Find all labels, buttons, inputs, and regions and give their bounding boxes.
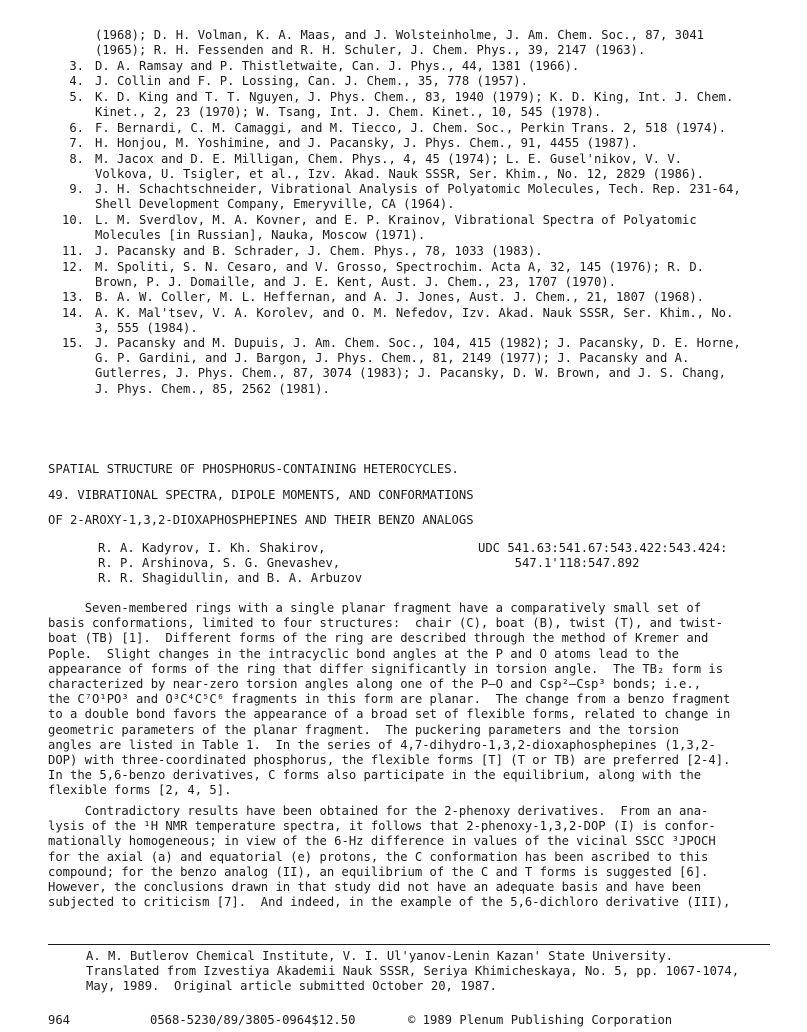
reference-number: 8. [69, 152, 84, 166]
reference-number: 13. [61, 290, 84, 304]
reference-text: J. Pacansky and B. Schrader, J. Chem. Phys., 78, 1033 (1983). [95, 244, 543, 258]
reference-text: A. K. Mal'tsev, V. A. Korolev, and O. M. Nefedov, Izv. Akad. Nauk SSSR, Ser. Khim., No. 3, 555 (1984). [95, 306, 734, 336]
reference-number: 3. [69, 59, 84, 73]
reference-text: F. Bernardi, C. M. Camaggi, and M. Tiecco, J. Chem. Soc., Perkin Trans. 2, 518 (1974). [95, 121, 727, 135]
article-title-line-2: 49. VIBRATIONAL SPECTRA, DIPOLE MOMENTS, AND CONFORMATIONS [48, 488, 474, 502]
reference-number: 15. [61, 336, 84, 350]
footnote-divider [48, 944, 770, 945]
reference-number: 6. [69, 121, 84, 135]
udc-classification: UDC 541.63:541.67:543.422:543.424: 547.1'118:547.892 [478, 541, 728, 571]
reference-text: J. Pacansky and M. Dupuis, J. Am. Chem. Soc., 104, 415 (1982); J. Pacansky, D. E. Horne, G. P. Gardini, and J. Bargon, J. Phys. Chem., 81, 2149 (1977); J. Pacansky and A. Gutlerres, J. Phys. Chem., 87, 3074 (1983); J. Pacansky, D. W. Brown, and J. S. Chang, J. Phys. Chem., 85, 2562 (1981). [95, 336, 741, 396]
reference-text: M. Spoliti, S. N. Cesaro, and V. Grosso, Spectrochim. Acta A, 32, 145 (1976); R. D. Brown, P. J. Domaille, and J. E. Kent, Aust. J. Chem., 23, 1707 (1970). [95, 260, 705, 290]
reference-text: J. Collin and F. P. Lossing, Can. J. Chem., 35, 778 (1957). [95, 74, 528, 88]
publication-code: 0568-5230/89/3805-0964$12.50 [150, 1013, 356, 1027]
reference-number: 7. [69, 136, 84, 150]
body-paragraph-2: Contradictory results have been obtained for the 2-phenoxy derivatives. From an ana- lysis of the ¹H NMR temperature spectra, it follows that 2-phenoxy-1,3,2-DOP (I) is confor- mationally homogeneous; in view of the 6-Hz difference in values of the vicinal SSCC ³JPOCH for the axial (a) and equatorial (e) protons, the C conformation has been ascribed to this compound; for the benzo analog (II), an equilibrium of the C and T forms is suggested [6]. However, the conclusions drawn in that study did not have an adequate basis and have been subjected to criticism [7]. And indeed, in the example of the 5,6-dichloro derivative (III), [48, 804, 731, 910]
article-title-line-1: SPATIAL STRUCTURE OF PHOSPHORUS-CONTAINING HETEROCYCLES. [48, 462, 459, 476]
footnote: A. M. Butlerov Chemical Institute, V. I. Ul'yanov-Lenin Kazan' State University. Translated from Izvestiya Akademii Nauk SSSR, Seriya Khimicheskaya, No. 5, pp. 1067-1074, May, 1989. Original article submitted October 20, 1987. [86, 949, 740, 994]
reference-text: (1968); D. H. Volman, K. A. Maas, and J. Wolsteinholme, J. Am. Chem. Soc., 87, 3041 (1965); R. H. Fessenden and R. H. Schuler, J. Chem. Phys., 39, 2147 (1963). [95, 28, 705, 58]
page-number: 964 [48, 1013, 71, 1027]
reference-number: 5. [69, 90, 84, 104]
reference-number: 10. [61, 213, 84, 227]
reference-number: 11. [61, 244, 84, 258]
body-paragraph-1: Seven-membered rings with a single planar fragment have a comparatively small set of basis conformations, limited to four structures: chair (C), boat (B), twist (T), and twist- boat (TB) [1]. Different forms of the ring are described through the method of Kremer and Pople. Slight changes in the intracyclic bond angles at the P and O atoms lead to the appearance of forms of the ring that differ significantly in torsion angle. The TB₂ form is characterized by near-zero torsion angles along one of the P–O and Csp²–Csp³ bonds; i.e., the C⁷O¹PO³ and O³C⁴C⁵C⁶ fragments in this form are planar. The change from a benzo fragment to a double bond favors the appearance of a broad set of flexible forms, related to change in geometric parameters of the planar fragment. The puckering parameters and the torsion angles are listed in Table 1. In the series of 4,7-dihydro-1,3,2-dioxaphosphepines (1,3,2- DOP) with three-coordinated phosphorus, the flexible forms [T] (T or TB) are preferred [2-4]. In the 5,6-benzo derivatives, C forms also participate in the equilibrium, along with the flexible forms [2, 4, 5]. [48, 601, 731, 798]
reference-text: M. Jacox and D. E. Milligan, Chem. Phys., 4, 45 (1974); L. E. Gusel'nikov, V. V. Volkova, U. Tsigler, et al., Izv. Akad. Nauk SSSR, Ser. Khim., No. 12, 2829 (1986). [95, 152, 705, 182]
reference-number: 14. [61, 306, 84, 320]
reference-text: D. A. Ramsay and P. Thistletwaite, Can. J. Phys., 44, 1381 (1966). [95, 59, 580, 73]
reference-text: L. M. Sverdlov, M. A. Kovner, and E. P. Krainov, Vibrational Spectra of Polyatomic Molecules [in Russian], Nauka, Moscow (1971). [95, 213, 697, 243]
copyright-notice: © 1989 Plenum Publishing Corporation [408, 1013, 673, 1027]
reference-number: 9. [69, 182, 84, 196]
reference-text: K. D. King and T. T. Nguyen, J. Phys. Chem., 83, 1940 (1979); K. D. King, Int. J. Chem. Kinet., 2, 23 (1970); W. Tsang, Int. J. Chem. Kinet., 10, 545 (1978). [95, 90, 734, 120]
reference-text: H. Honjou, M. Yoshimine, and J. Pacansky, J. Phys. Chem., 91, 4455 (1987). [95, 136, 638, 150]
author-list: R. A. Kadyrov, I. Kh. Shakirov, R. P. Arshinova, S. G. Gnevashev, R. R. Shagidullin, and B. A. Arbuzov [98, 541, 363, 586]
reference-number: 12. [61, 260, 84, 274]
reference-number: 4. [69, 74, 84, 88]
reference-text: J. H. Schachtschneider, Vibrational Analysis of Polyatomic Molecules, Tech. Rep. 231-64, Shell Development Company, Emeryville, CA (1964). [95, 182, 741, 212]
article-title-line-3: OF 2-AROXY-1,3,2-DIOXAPHOSPHEPINES AND THEIR BENZO ANALOGS [48, 513, 474, 527]
reference-text: B. A. W. Coller, M. L. Heffernan, and A. J. Jones, Aust. J. Chem., 21, 1807 (1968). [95, 290, 705, 304]
